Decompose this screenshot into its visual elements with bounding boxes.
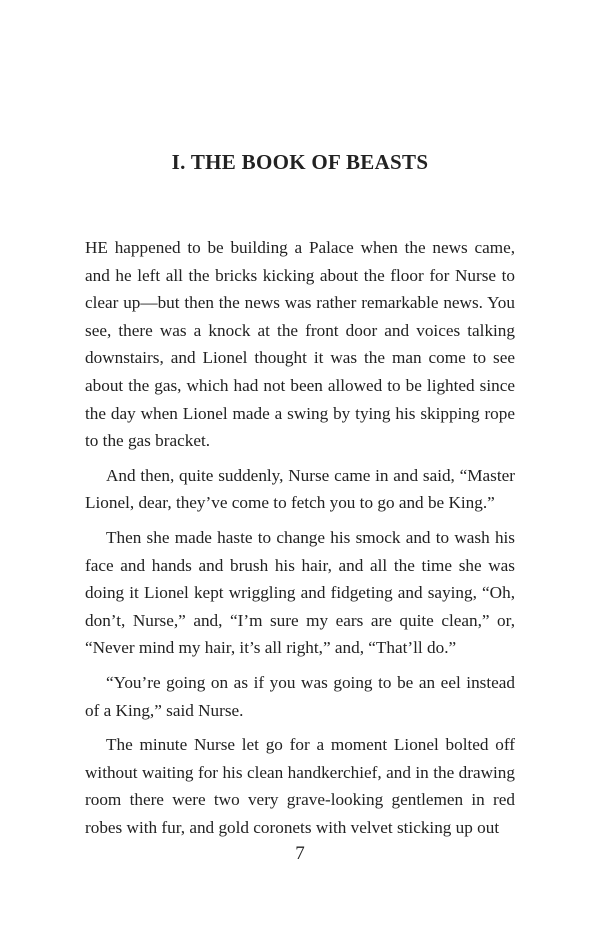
paragraph: And then, quite suddenly, Nurse came in and said, “Master Lionel, dear, they’ve come to fetch you to go and be King.”	[85, 465, 515, 513]
paragraph: Then she made haste to change his smock and to wash his face and hands and brush his hair, and all the time she was doing it Lionel kept wriggling and fidgeting and saying, “Oh, don’t, Nurse,” and, “I’m sure my ears are quite clean,” or, “Never mind my hair, it’s all right,” and, “That’ll do.”	[85, 527, 515, 658]
chapter-body	[85, 234, 515, 848]
paragraph: The minute Nurse let go for a moment Lionel bolted off without waiting for his clean handkerchief, and in the drawing room there were two very grave-looking gentlemen in red robes with fur, and gold coronets with velvet sticking up out	[85, 735, 515, 837]
page-number: 7	[295, 843, 305, 864]
paragraph: HE happened to be building a Palace when the news came, and he left all the bricks kicking about the floor for Nurse to clear up—but then the news was rather remarkable news. You see, there was a knock at the front door and voices talking downstairs, and Lionel thought it was the man come to see about the gas, which had not been allowed to be lighted since the day when Lionel made a swing by tying his skipping rope to the gas bracket.	[85, 238, 515, 451]
paragraph: “You’re going on as if you was going to be an eel instead of a King,” said Nurse.	[85, 672, 515, 720]
chapter-title: I. THE BOOK OF BEASTS	[171, 150, 429, 174]
